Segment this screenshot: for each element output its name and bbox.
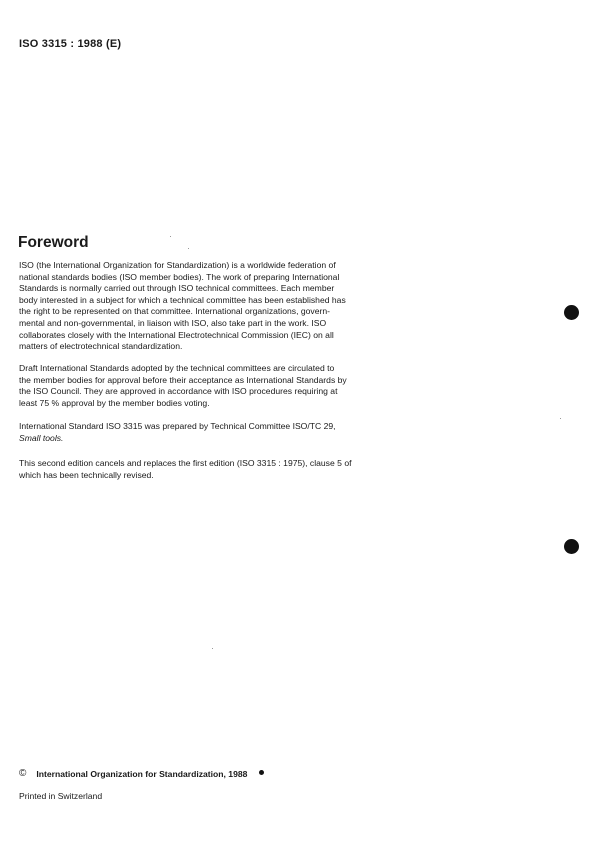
scan-speck [560, 418, 561, 419]
paragraph-line: This second edition cancels and replaces the first edition (ISO 3315 : 1975), clause 5 of [19, 458, 352, 468]
printed-in-note: Printed in Switzerland [19, 791, 103, 801]
scan-speck [188, 248, 189, 249]
paragraph-line: matters of electrotechnical standardization. [19, 341, 183, 352]
foreword-paragraph-3 [19, 421, 364, 444]
paragraph-line: which has been technically revised. [19, 469, 154, 480]
foreword-paragraph-4 [19, 458, 364, 481]
copyright-text: International Organization for Standardization, 1988 [36, 768, 248, 779]
paragraph-line: Draft International Standards adopted by the technical committees are circulated to [19, 363, 335, 373]
foreword-title: Foreword [18, 234, 89, 251]
paragraph-line: the right to be represented on that committee. International organizations, govern- [19, 306, 330, 317]
bullet-icon [259, 770, 264, 775]
paragraph-line: national standards bodies (ISO member bodies). The work of preparing International [19, 271, 340, 282]
paragraph-line: International Standard ISO 3315 was prepared by Technical Committee ISO/TC 29, [19, 421, 336, 431]
copyright-line [19, 768, 264, 779]
paragraph-line: Standards is normally carried out through ISO technical committees. Each member [19, 283, 335, 294]
paragraph-line: ISO (the International Organization for Standardization) is a worldwide federation of [19, 260, 336, 270]
binding-hole-mark-icon [564, 539, 579, 554]
paragraph-line: collaborates closely with the International Electrotechnical Commission (IEC) on all [19, 329, 334, 340]
paragraph-line: the member bodies for approval before their acceptance as International Standards by [19, 374, 347, 385]
document-header-id: ISO 3315 : 1988 (E) [19, 38, 122, 50]
paragraph-line: body interested in a subject for which a technical committee has been established has [19, 294, 346, 305]
foreword-paragraph-2 [19, 363, 364, 409]
paragraph-line: least 75 % approval by the member bodies voting. [19, 397, 210, 408]
paragraph-line: the ISO Council. They are approved in accordance with ISO procedures requiring at [19, 386, 338, 397]
committee-title-italic: Small tools. [19, 432, 64, 443]
copyright-icon: © [19, 768, 27, 779]
binding-hole-mark-icon [564, 305, 579, 320]
scan-speck [212, 648, 213, 649]
paragraph-line: mental and non-governmental, in liaison with ISO, also take part in the work. ISO [19, 317, 327, 328]
scan-speck [170, 236, 171, 237]
foreword-paragraph-1 [19, 260, 364, 353]
